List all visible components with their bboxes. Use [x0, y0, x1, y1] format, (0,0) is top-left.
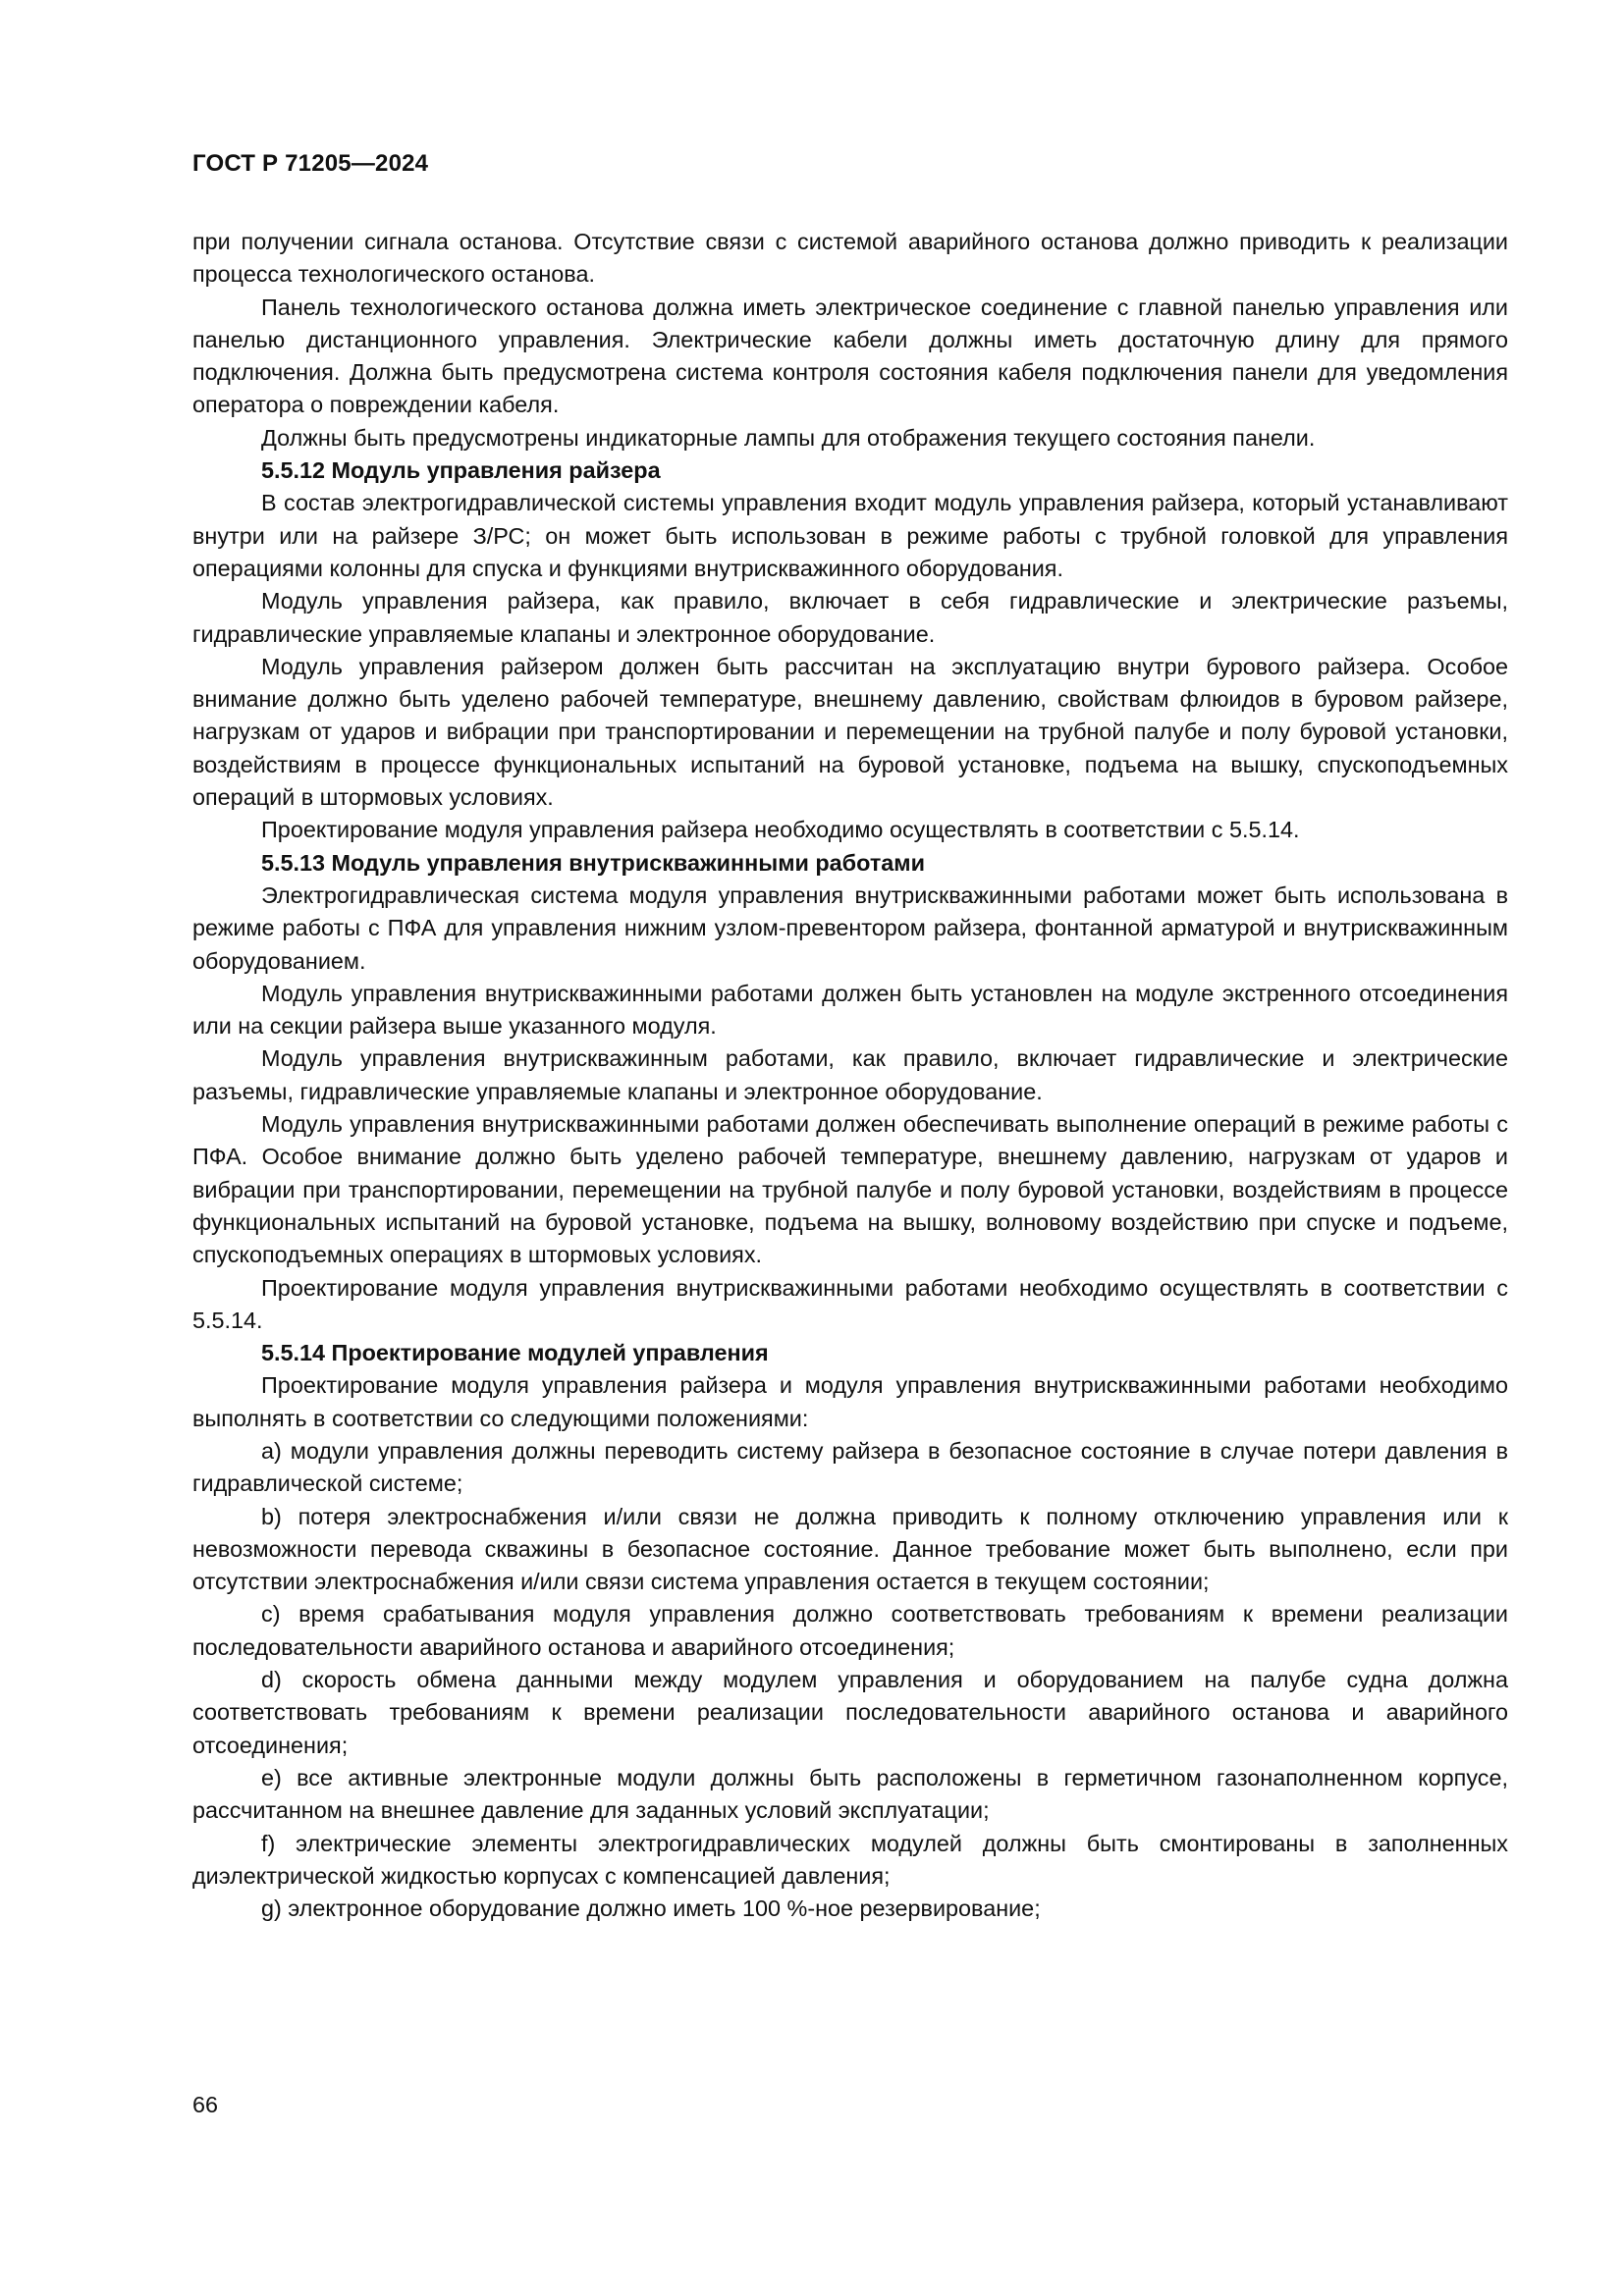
paragraph: Модуль управления райзером должен быть рассчитан на эксплуатацию внутри бурового райзера. Особое внимание должно быть уделено рабочей температуре, внешнему давлению, свойствам флюидов в буровом райзере, нагрузкам от ударов и вибрации при транспортировании и перемещении на трубной палубе и полу буровой установки, воздействиям в процессе функциональных испытаний на буровой установке, подъема на вышку, спускоподъемных операций в штормовых условиях. — [192, 653, 1508, 811]
paragraph: Модуль управления внутрискважинными работами должен быть установлен на модуле экстренного отсоединения или на секции райзера выше указанного модуля. — [192, 980, 1508, 1040]
paragraph: Должны быть предусмотрены индикаторные лампы для отображения текущего состояния панели. — [261, 424, 1316, 451]
section-heading-5-5-14: 5.5.14 Проектирование модулей управления — [261, 1340, 769, 1366]
page-number: 66 — [192, 2092, 219, 2117]
section-heading-5-5-12: 5.5.12 Модуль управления райзера — [261, 457, 661, 484]
list-item-c: c) время срабатывания модуля управления должно соответствовать требованиям к времени реализации последовательности аварийного останова и аварийного отсоединения; — [192, 1601, 1508, 1660]
paragraph: Проектирование модуля управления райзера и модуля управления внутрискважинными работами необходимо выполнять в соответствии со следующими положениями: — [192, 1372, 1508, 1431]
paragraph: Модуль управления внутрискважинным работами, как правило, включает гидравлические и электрические разъемы, гидравлические управляемые клапаны и электронное оборудование. — [192, 1045, 1508, 1104]
document-body — [192, 226, 1508, 1925]
paragraph-continuation: при получении сигнала останова. Отсутствие связи с системой аварийного останова должно приводить к реализации процесса технологического останова. — [192, 229, 1508, 288]
paragraph: Проектирование модуля управления райзера необходимо осуществлять в соответствии с 5.5.14. — [261, 817, 1300, 843]
list-item-f: f) электрические элементы электрогидравлических модулей должны быть смонтированы в заполненных диэлектрической жидкостью корпусах с компенсацией давления; — [192, 1830, 1508, 1889]
paragraph: Модуль управления райзера, как правило, включает в себя гидравлические и электрические разъемы, гидравлические управляемые клапаны и электронное оборудование. — [192, 588, 1508, 647]
section-heading-5-5-13: 5.5.13 Модуль управления внутрискважинными работами — [261, 849, 925, 876]
document-code-header: ГОСТ Р 71205—2024 — [192, 150, 429, 177]
paragraph: Панель технологического останова должна иметь электрическое соединение с главной панелью управления или панелью дистанционного управления. Электрические кабели должны иметь достаточную длину для прямого подключения. Должна быть предусмотрена система контроля состояния кабеля подключения панели для уведомления оператора о повреждении кабеля. — [192, 294, 1508, 418]
paragraph: В состав электрогидравлической системы управления входит модуль управления райзера, который устанавливают внутри или на райзере З/РС; он может быть использован в режиме работы с трубной головкой для управления операциями колонны для спуска и функциями внутрискважинного оборудования. — [192, 490, 1508, 581]
list-item-a: a) модули управления должны переводить систему райзера в безопасное состояние в случае потери давления в гидравлической системе; — [192, 1437, 1508, 1497]
list-item-b: b) потеря электроснабжения и/или связи не должна приводить к полному отключению управления или к невозможности перевода скважины в безопасное состояние. Данное требование может быть выполнено, если при отсутствии электроснабжения и/или связи система управления остается в текущем состоянии; — [192, 1503, 1508, 1595]
list-item-d: d) скорость обмена данными между модулем управления и оборудованием на палубе судна должна соответствовать требованиям к времени реализации последовательности аварийного останова и аварийного отсоединения; — [192, 1667, 1508, 1758]
list-item-g: g) электронное оборудование должно иметь 100 %-ное резервирование; — [261, 1896, 1041, 1922]
paragraph: Электрогидравлическая система модуля управления внутрискважинными работами может быть использована в режиме работы с ПФА для управления нижним узлом-превентором райзера, фонтанной арматурой и внутрискважинным оборудованием. — [192, 881, 1508, 974]
paragraph: Модуль управления внутрискважинными работами должен обеспечивать выполнение операций в режиме работы с ПФА. Особое внимание должно быть уделено рабочей температуре, внешнему давлению, нагрузкам от ударов и вибрации при транспортировании, перемещении на трубной палубе и полу буровой установки, воздействиям в процессе функциональных испытаний на буровой установке, подъема на вышку, волновому воздействию при спуске и подъеме, спускоподъемных операциях в штормовых условиях. — [192, 1111, 1508, 1268]
paragraph: Проектирование модуля управления внутрискважинными работами необходимо осуществлять в соответствии с 5.5.14. — [192, 1274, 1508, 1333]
list-item-e: e) все активные электронные модули должны быть расположены в герметичном газонаполненном корпусе, рассчитанном на внешнее давление для заданных условий эксплуатации; — [192, 1764, 1508, 1824]
